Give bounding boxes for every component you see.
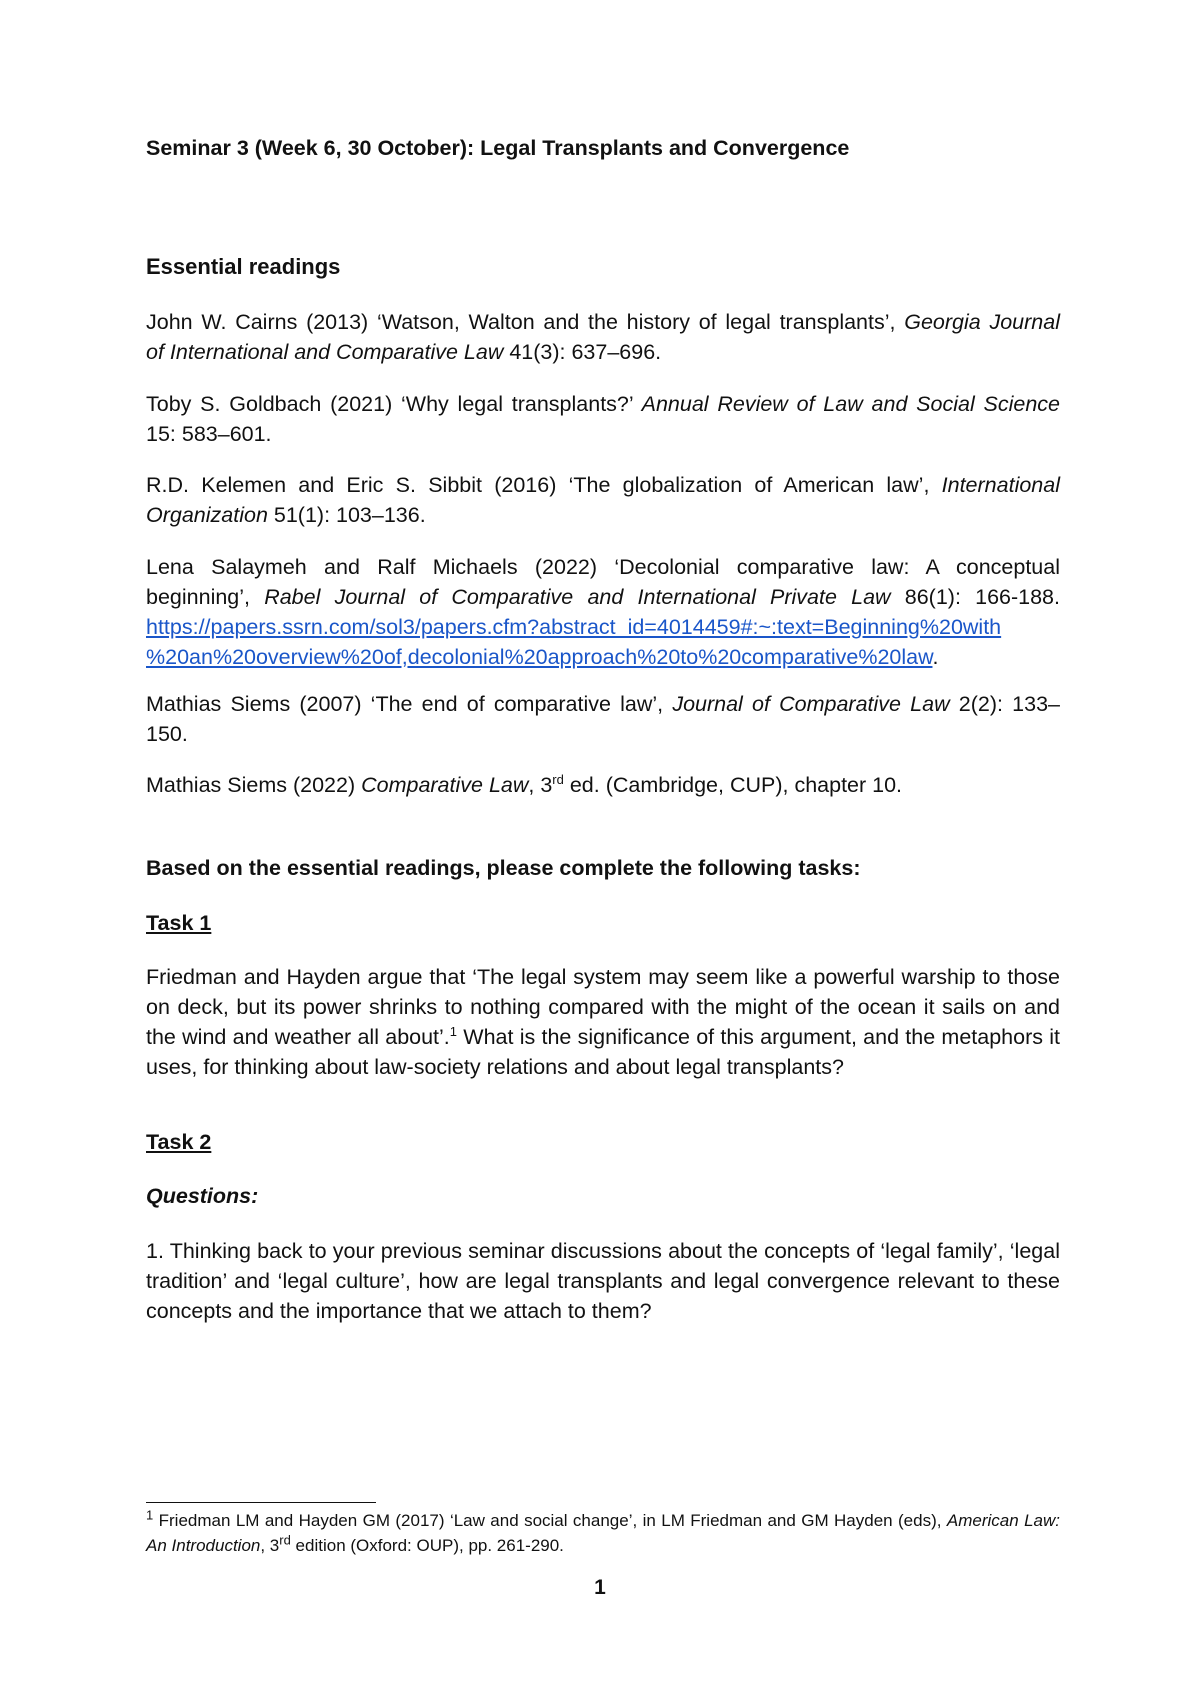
- reference-goldbach: Toby S. Goldbach (2021) ‘Why legal transplants?’ Annual Review of Law and Social Science 15: 583–601.: [146, 392, 1060, 446]
- footnote-1: $^1$ Friedman LM and Hayden GM (2017) ‘Law and social change’, in LM Friedman and GM Hayden (eds), American Law: An Introduction, 3rd edition (Oxford: OUP), pp. 261-290.: [146, 1507, 1060, 1555]
- reference-cairns: John W. Cairns (2013) ‘Watson, Walton and the history of legal transplants’, Georgia Journal of International and Comparative Law 41(3): 637–696.: [146, 310, 1060, 364]
- reference-salaymeh: Lena Salaymeh and Ralf Michaels (2022) ‘Decolonial comparative law: A conceptual beginning’, Rabel Journal of Comparative and International Private Law 86(1): 166-188. https://papers.ssrn.com/sol3/papers.cfm?abstract_id=4014459#:~:text=Beginning%20with %20an%20overview%20of,decolonial%20approach%20to%20comparative%20law.: [146, 555, 1060, 669]
- reference-siems-2007: Mathias Siems (2007) ‘The end of comparative law’, Journal of Comparative Law 2(2): 133– 150.: [146, 692, 1060, 746]
- task-1-text: Friedman and Hayden argue that ‘The legal system may seem like a powerful warship to those on deck, but its power shrinks to nothing compared with the might of the ocean it sails on and the wind and weather all about’.$^1$ What is the significance of this argument, and the metaphors it uses, for thinking about law-society relations and about legal transplants?: [146, 965, 1061, 1079]
- task-1-heading: Task 1: [146, 911, 212, 935]
- footnote-reference[interactable]: 1: [449, 1023, 458, 1039]
- task-2-heading: Task 2: [146, 1130, 212, 1154]
- page-title: Seminar 3 (Week 6, 30 October): Legal Transplants and Convergence: [146, 136, 850, 160]
- question-1: 1. Thinking back to your previous seminar discussions about the concepts of ‘legal family’, ‘legal tradition’ and ‘legal culture’, how are legal transplants and legal convergence relevant to these concepts and the importance that we attach to them?: [146, 1239, 1060, 1323]
- questions-label: Questions:: [146, 1184, 259, 1208]
- page-number: 1: [594, 1576, 606, 1599]
- ssrn-link-part-1[interactable]: https://papers.ssrn.com/sol3/papers.cfm?abstract_id=4014459#:~:text=Beginning%20with: [146, 615, 1002, 639]
- essential-readings-heading: Essential readings: [146, 254, 341, 279]
- reference-kelemen: R.D. Kelemen and Eric S. Sibbit (2016) ‘The globalization of American law’, International Organization 51(1): 103–136.: [146, 473, 1060, 527]
- tasks-intro: Based on the essential readings, please complete the following tasks:: [146, 856, 861, 880]
- reference-siems-2022: Mathias Siems (2022) Comparative Law, 3rd ed. (Cambridge, CUP), chapter 10.: [146, 771, 903, 797]
- ssrn-link-part-2[interactable]: %20an%20overview%20of,decolonial%20approach%20to%20comparative%20law: [146, 645, 933, 669]
- footnote-divider: [146, 1502, 376, 1503]
